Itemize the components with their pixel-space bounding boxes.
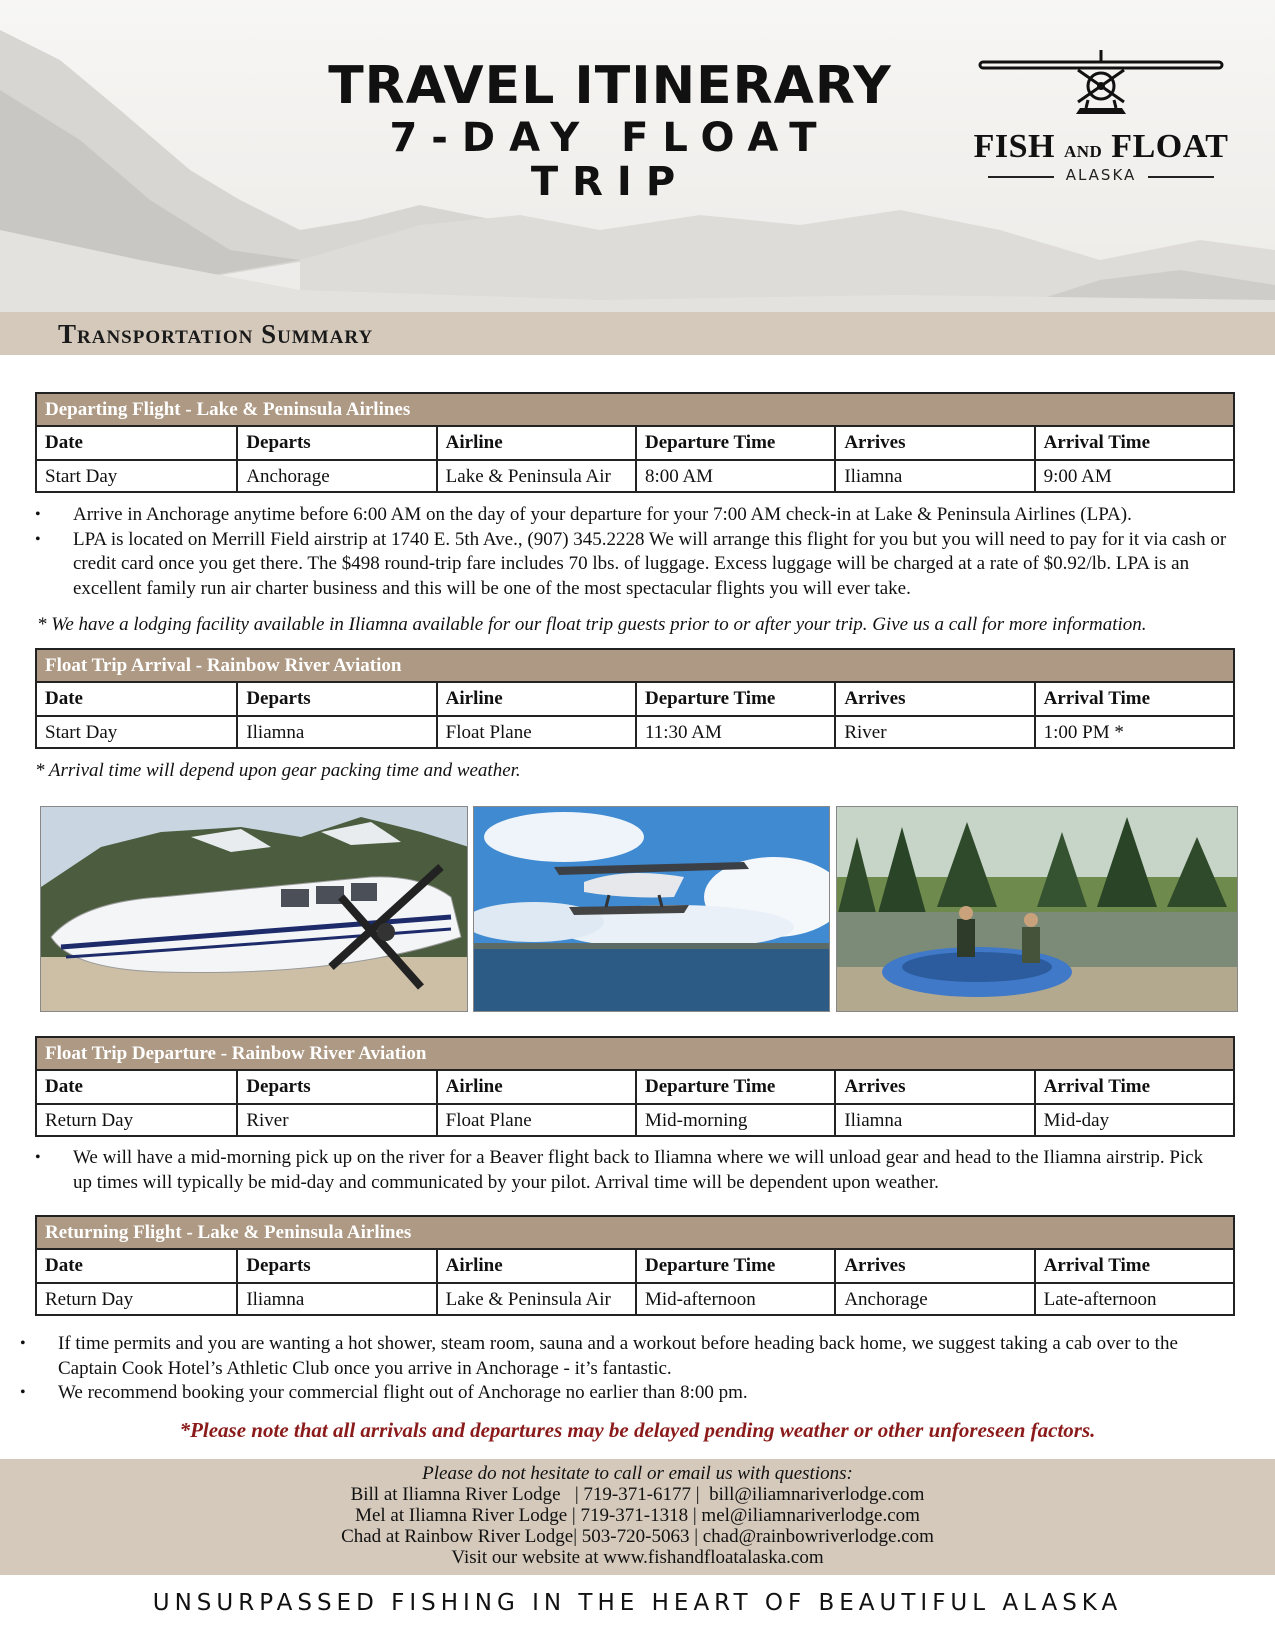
table-caption: Float Trip Arrival - Rainbow River Aviation [37,650,1233,683]
cell-departure-time: Mid-afternoon [635,1284,834,1314]
contact-lead: Please do not hesitate to call or email us with questions: [422,1463,853,1484]
cell-airline: Float Plane [436,717,635,747]
arrival-note: * Arrival time will depend upon gear packing time and weather. [35,760,521,781]
page-title: TRAVEL ITINERARY [328,56,892,116]
photo-raft [836,806,1238,1012]
list-item: • Arrive in Anchorage anytime before 6:00 AM on the day of your departure for your 7:00 AM check-in at Lake & Peninsula Airlines (LPA). [73,503,1238,528]
cell-departure-time: 11:30 AM [635,717,834,747]
col-airline: Airline [436,683,635,715]
cell-departs: Anchorage [236,461,435,491]
table-row [37,715,1233,747]
table-caption: Departing Flight - Lake & Peninsula Airlines [37,394,1233,427]
airplane-image [41,807,468,1012]
table-header-row [37,427,1233,459]
cell-departs: Iliamna [236,1284,435,1314]
logo-divider-right [1148,176,1214,178]
col-departs: Departs [236,427,435,459]
col-departs: Departs [236,1071,435,1103]
cell-airline: Float Plane [436,1105,635,1135]
table-row [37,459,1233,491]
float-departure-table [35,1036,1235,1137]
cell-departs: River [236,1105,435,1135]
departing-notes-list [73,503,1238,601]
cell-airline: Lake & Peninsula Air [436,461,635,491]
table-header-row [37,1071,1233,1103]
returning-flight-table [35,1215,1235,1316]
float-departure-notes-list [73,1146,1223,1195]
col-date: Date [45,688,83,709]
table-row [37,1103,1233,1135]
cell-date: Start Day [45,722,118,743]
col-arrival-time: Arrival Time [1034,683,1233,715]
lodging-note: * We have a lodging facility available in Iliamna available for our float trip guests prior to or after your trip. Give us a call for more information. [37,614,1147,635]
cell-arrives: Anchorage [834,1284,1033,1314]
photo-floatplane [473,806,830,1012]
table-header-row [37,683,1233,715]
cell-arrives: Iliamna [834,1105,1033,1135]
col-date: Date [45,432,83,453]
table-caption: Returning Flight - Lake & Peninsula Airlines [37,1217,1233,1250]
col-departure-time: Departure Time [635,1250,834,1282]
cell-departure-time: Mid-morning [635,1105,834,1135]
departing-flight-table [35,392,1235,493]
col-departure-time: Departure Time [635,683,834,715]
section-band [0,312,1275,355]
table-header-row [37,1250,1233,1282]
return-notes-list [58,1332,1223,1406]
header-banner [0,0,1275,312]
list-item: • We will have a mid-morning pick up on the river for a Beaver flight back to Iliamna where we will unload gear and head to the Iliamna airstrip. Pick up times will typically be mid-day and communicated by your pilot. Arrival time will be dependent upon weather. [73,1146,1223,1195]
title-block [300,58,920,204]
contact-line-bill: Bill at Iliamna River Lodge | 719-371-6177 | bill@iliamnariverlodge.com [350,1484,925,1505]
contact-line-mel: Mel at Iliamna River Lodge | 719-371-1318 | mel@iliamnariverlodge.com [355,1505,920,1526]
float-arrival-table [35,648,1235,749]
raft-image [837,807,1238,1012]
website-line: Visit our website at www.fishandfloatalaska.com [451,1547,824,1568]
company-logo [970,48,1232,198]
cell-departs: Iliamna [236,717,435,747]
cell-arrival-time: Late-afternoon [1034,1284,1233,1314]
logo-subtitle: ALASKA [1065,166,1137,184]
contact-box [0,1459,1275,1575]
section-title: Transportation Summary [58,319,374,349]
col-airline: Airline [436,1250,635,1282]
col-date: Date [45,1076,83,1097]
cell-departure-time: 8:00 AM [635,461,834,491]
cell-airline: Lake & Peninsula Air [436,1284,635,1314]
col-arrives: Arrives [834,1071,1033,1103]
col-date: Date [45,1255,83,1276]
col-airline: Airline [436,1071,635,1103]
cell-date: Return Day [45,1289,134,1310]
weather-warning: *Please note that all arrivals and departures may be delayed pending weather or other unforeseen factors. [179,1418,1096,1442]
list-item: • If time permits and you are wanting a hot shower, steam room, sauna and a workout before heading back home, we suggest taking a cab over to the Captain Cook Hotel’s Athletic Club once you arrive in Anchorage - it’s fantastic. [58,1332,1223,1381]
cell-date: Start Day [45,466,118,487]
col-departure-time: Departure Time [635,427,834,459]
cell-arrives: River [834,717,1033,747]
col-departs: Departs [236,683,435,715]
cell-arrival-time: 1:00 PM * [1034,717,1233,747]
footer-tagline: UNSURPASSED FISHING IN THE HEART OF BEAUTIFUL ALASKA [152,1590,1123,1616]
floatplane-image [474,807,830,1012]
page-subtitle: 7-DAY FLOAT TRIP [389,115,831,205]
list-item: • We recommend booking your commercial flight out of Anchorage no earlier than 8:00 pm. [58,1381,1223,1406]
col-airline: Airline [436,427,635,459]
col-arrives: Arrives [834,683,1033,715]
col-arrival-time: Arrival Time [1034,1071,1233,1103]
col-departs: Departs [236,1250,435,1282]
table-caption: Float Trip Departure - Rainbow River Aviation [37,1038,1233,1071]
col-arrival-time: Arrival Time [1034,427,1233,459]
cell-date: Return Day [45,1110,134,1131]
col-arrival-time: Arrival Time [1034,1250,1233,1282]
cell-arrives: Iliamna [834,461,1033,491]
cell-arrival-time: 9:00 AM [1034,461,1233,491]
floatplane-icon [970,48,1232,128]
col-arrives: Arrives [834,1250,1033,1282]
photo-airplane [40,806,468,1012]
cell-arrival-time: Mid-day [1034,1105,1233,1135]
logo-name: FISH AND FLOAT [973,128,1229,165]
contact-line-chad: Chad at Rainbow River Lodge| 503-720-5063 | chad@rainbowriverlodge.com [341,1526,934,1547]
col-departure-time: Departure Time [635,1071,834,1103]
list-item: • LPA is located on Merrill Field airstrip at 1740 E. 5th Ave., (907) 345.2228 We will arrange this flight for you but you will need to pay for it via cash or credit card once you get there. The $498 round-trip fare includes 70 lbs. of luggage. Excess luggage will be charged at a rate of $0.92/lb. LPA is an excellent family run air charter business and this will be one of the most spectacular flights you will ever take. [73,528,1238,602]
col-arrives: Arrives [834,427,1033,459]
table-row [37,1282,1233,1314]
